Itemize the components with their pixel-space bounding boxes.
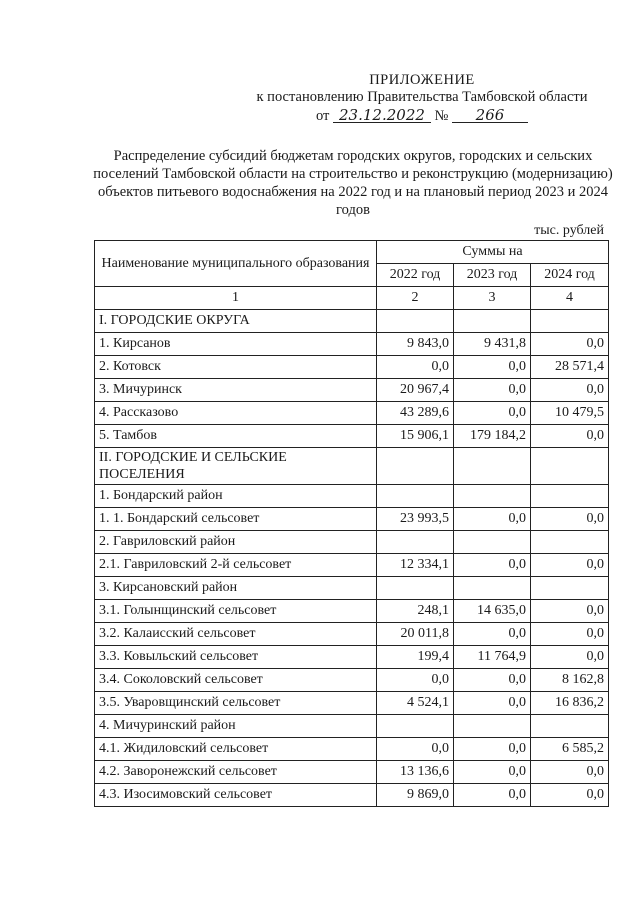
header-year-2024: 2024 год — [531, 264, 609, 287]
value-2024 — [531, 531, 609, 554]
value-2023: 14 635,0 — [454, 600, 531, 623]
table-row — [95, 784, 609, 807]
value-2024 — [531, 577, 609, 600]
value-2024: 0,0 — [531, 554, 609, 577]
table-row — [95, 531, 609, 554]
table-row — [95, 508, 609, 531]
header-sums: Суммы на — [377, 241, 609, 264]
row-name: 3.5. Уваровщинский сельсовет — [95, 692, 377, 715]
value-2024: 6 585,2 — [531, 738, 609, 761]
value-2023 — [454, 448, 531, 485]
row-name: 3. Мичуринск — [95, 379, 377, 402]
value-2023: 9 431,8 — [454, 333, 531, 356]
value-2024: 0,0 — [531, 333, 609, 356]
column-number: 4 — [531, 287, 609, 310]
value-2023: 0,0 — [454, 402, 531, 425]
value-2022 — [377, 531, 454, 554]
value-2023: 0,0 — [454, 692, 531, 715]
value-2022: 0,0 — [377, 738, 454, 761]
number-sign: № — [434, 108, 449, 124]
table-row — [95, 333, 609, 356]
value-2023: 0,0 — [454, 784, 531, 807]
unit-label: тыс. рублей — [534, 223, 604, 238]
value-2024: 0,0 — [531, 623, 609, 646]
value-2023: 11 764,9 — [454, 646, 531, 669]
table-body — [95, 310, 609, 807]
value-2023 — [454, 485, 531, 508]
value-2023: 0,0 — [454, 379, 531, 402]
value-2023: 0,0 — [454, 761, 531, 784]
table-row — [95, 669, 609, 692]
value-2024: 0,0 — [531, 379, 609, 402]
value-2022 — [377, 448, 454, 485]
row-name: 1. Бондарский район — [95, 485, 377, 508]
table-row — [95, 402, 609, 425]
value-2022 — [377, 310, 454, 333]
document-title: Распределение субсидий бюджетам городских округов, городских и сельских поселений Тамбовской области на строительство и реконструкцию (модернизацию) объектов питьевого водоснабжения на 2022 год и на плановый период 2023 и 2024 годов — [93, 148, 613, 218]
table-row — [95, 577, 609, 600]
value-2024 — [531, 310, 609, 333]
row-name: 2.1. Гавриловский 2-й сельсовет — [95, 554, 377, 577]
value-2024: 28 571,4 — [531, 356, 609, 379]
value-2023: 0,0 — [454, 623, 531, 646]
value-2022: 20 967,4 — [377, 379, 454, 402]
value-2023 — [454, 531, 531, 554]
value-2023: 0,0 — [454, 356, 531, 379]
value-2022: 4 524,1 — [377, 692, 454, 715]
table-row — [95, 715, 609, 738]
table-row — [95, 623, 609, 646]
row-name: 3.1. Голынщинский сельсовет — [95, 600, 377, 623]
value-2023: 0,0 — [454, 554, 531, 577]
row-name: 4.1. Жидиловский сельсовет — [95, 738, 377, 761]
value-2023: 0,0 — [454, 738, 531, 761]
table-row — [95, 379, 609, 402]
header-year-2023: 2023 год — [454, 264, 531, 287]
value-2023: 0,0 — [454, 669, 531, 692]
table-row — [95, 738, 609, 761]
value-2022: 0,0 — [377, 669, 454, 692]
value-2022: 199,4 — [377, 646, 454, 669]
value-2022: 13 136,6 — [377, 761, 454, 784]
value-2024 — [531, 715, 609, 738]
column-number: 3 — [454, 287, 531, 310]
column-number: 1 — [95, 287, 377, 310]
value-2024 — [531, 448, 609, 485]
value-2023 — [454, 715, 531, 738]
appendix-date-line — [242, 108, 602, 125]
table-row — [95, 554, 609, 577]
value-2022: 0,0 — [377, 356, 454, 379]
row-name: 5. Тамбов — [95, 425, 377, 448]
value-2023: 0,0 — [454, 508, 531, 531]
table-row — [95, 600, 609, 623]
value-2022: 12 334,1 — [377, 554, 454, 577]
value-2024: 16 836,2 — [531, 692, 609, 715]
table-row — [95, 485, 609, 508]
value-2023 — [454, 577, 531, 600]
row-name: 4.2. Заворонежский сельсовет — [95, 761, 377, 784]
header-year-2022: 2022 год — [377, 264, 454, 287]
table-row — [95, 761, 609, 784]
date-prefix: от — [315, 108, 330, 124]
subsidy-table — [94, 240, 609, 807]
row-name: 3.4. Соколовский сельсовет — [95, 669, 377, 692]
handwritten-date: 23.12.2022 — [333, 108, 431, 123]
row-name: 1. 1. Бондарский сельсовет — [95, 508, 377, 531]
appendix-heading: ПРИЛОЖЕНИЕ — [369, 72, 475, 88]
row-name: 3.3. Ковыльский сельсовет — [95, 646, 377, 669]
row-name: 3.2. Калаисский сельсовет — [95, 623, 377, 646]
row-name: 2. Котовск — [95, 356, 377, 379]
handwritten-number: 266 — [452, 108, 528, 123]
row-name: I. ГОРОДСКИЕ ОКРУГА — [95, 310, 377, 333]
value-2022: 23 993,5 — [377, 508, 454, 531]
value-2024: 0,0 — [531, 600, 609, 623]
value-2022 — [377, 577, 454, 600]
row-name: 2. Гавриловский район — [95, 531, 377, 554]
value-2022: 43 289,6 — [377, 402, 454, 425]
row-name: 3. Кирсановский район — [95, 577, 377, 600]
appendix-header — [242, 72, 602, 125]
value-2023: 179 184,2 — [454, 425, 531, 448]
table-row — [95, 310, 609, 333]
value-2024: 0,0 — [531, 761, 609, 784]
row-name: 1. Кирсанов — [95, 333, 377, 356]
value-2023 — [454, 310, 531, 333]
row-name: II. ГОРОДСКИЕ И СЕЛЬСКИЕ ПОСЕЛЕНИЯ — [95, 448, 377, 485]
row-name: 4. Мичуринский район — [95, 715, 377, 738]
value-2022: 9 869,0 — [377, 784, 454, 807]
table-row — [95, 448, 609, 485]
header-name: Наименование муниципального образования — [95, 241, 377, 287]
value-2024 — [531, 485, 609, 508]
appendix-subtitle: к постановлению Правительства Тамбовской области — [256, 89, 588, 105]
value-2024: 0,0 — [531, 784, 609, 807]
value-2024: 0,0 — [531, 508, 609, 531]
value-2024: 0,0 — [531, 425, 609, 448]
row-name: 4. Рассказово — [95, 402, 377, 425]
column-number-row — [95, 287, 609, 310]
value-2022 — [377, 715, 454, 738]
value-2024: 0,0 — [531, 646, 609, 669]
table-row — [95, 692, 609, 715]
value-2022: 248,1 — [377, 600, 454, 623]
value-2022: 9 843,0 — [377, 333, 454, 356]
value-2022: 15 906,1 — [377, 425, 454, 448]
table-row — [95, 646, 609, 669]
value-2022 — [377, 485, 454, 508]
row-name: 4.3. Изосимовский сельсовет — [95, 784, 377, 807]
table-row — [95, 425, 609, 448]
value-2024: 10 479,5 — [531, 402, 609, 425]
table-row — [95, 356, 609, 379]
value-2022: 20 011,8 — [377, 623, 454, 646]
value-2024: 8 162,8 — [531, 669, 609, 692]
column-number: 2 — [377, 287, 454, 310]
